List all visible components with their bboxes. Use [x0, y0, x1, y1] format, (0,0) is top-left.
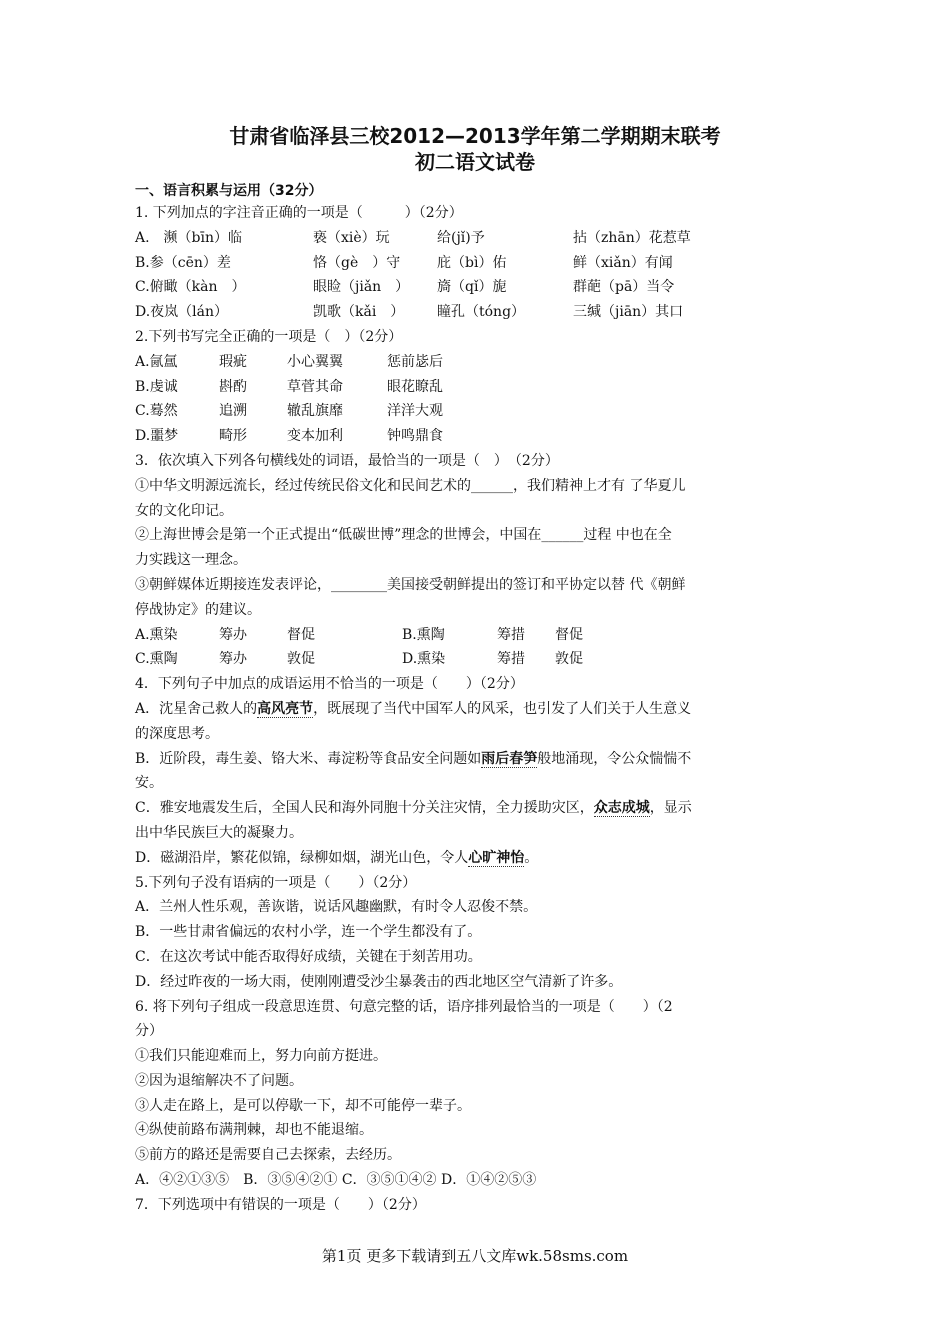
q2-option-b: B.虔诚 斟酌 草菅其命 眼花瞭乱 — [135, 378, 443, 395]
q6-options: A．④②①③⑤ B．③⑤④②① C．③⑤①④② D．①④②⑤③ — [135, 1172, 537, 1189]
q3-options-cd: C.熏陶 筹办 敦促 D.熏染 筹措 敦促 — [135, 651, 583, 668]
q3-sentence-2-cont: 力实践这一理念。 — [135, 552, 247, 569]
question-4-stem: 4．下列句子中加点的成语运用不恰当的一项是（ ）（2分） — [135, 676, 524, 693]
q1-option-c: C.俯瞰（kàn ） 眼睑（jiǎn ） 旖（qǐ）旎 群葩（pā）当令 — [135, 279, 675, 296]
emphasized-idiom: 众志成城 — [593, 800, 650, 817]
q5-option-d: D．经过昨夜的一场大雨，使刚刚遭受沙尘暴袭击的西北地区空气清新了许多。 — [135, 973, 623, 990]
q1-option-a: A. 濒（bīn）临 亵（xiè）玩 给(jǐ)予 拈（zhān）花惹草 — [135, 229, 691, 246]
title-line-1: 甘肃省临泽县三校2012—2013学年第二学期期末联考 — [229, 124, 721, 148]
q1-option-b: B.参（cēn）差 恪（gè ）守 庇（bì）佑 鲜（xiǎn）有闻 — [135, 254, 673, 271]
q5-option-b: B．一些甘肃省偏远的农村小学，连一个学生都没有了。 — [135, 924, 482, 941]
question-5-stem: 5.下列句子没有语病的一项是（ ）（2分） — [135, 874, 417, 891]
q4-option-a-cont: 的深度思考。 — [135, 725, 219, 742]
q6-sentence-2: ②因为退缩解决不了问题。 — [135, 1072, 303, 1089]
q2-option-a: A.氤氲 瑕疵 小心翼翼 惩前毖后 — [135, 353, 443, 370]
section-heading: 一、语言积累与运用（32分） — [135, 183, 323, 199]
q4-option-d: D．磁湖沿岸，繁花似锦，绿柳如烟，湖光山色，令人心旷神怡。 — [135, 849, 539, 866]
question-6-stem: 6. 将下列句子组成一段意思连贯、句意完整的话，语序排列最恰当的一项是（ ）（2 — [135, 998, 673, 1015]
q6-sentence-5: ⑤前方的路还是需要自己去探索，去经历。 — [135, 1147, 401, 1164]
q6-sentence-1: ①我们只能迎难而上，努力向前方挺进。 — [135, 1048, 387, 1065]
q4-option-a: A．沈星舍己救人的高风亮节，既展现了当代中国军人的风采，也引发了人们关于人生意义 — [135, 700, 692, 717]
question-2-stem: 2.下列书写完全正确的一项是（ ）（2分） — [135, 328, 403, 345]
question-3-stem: 3．依次填入下列各句横线处的词语，最恰当的一项是（ ） （2分） — [135, 452, 559, 469]
q3-sentence-3: ③朝鲜媒体近期接连发表评论，________美国接受朝鲜提出的签订和平协定以替 代《朝鲜 — [135, 576, 686, 593]
page-footer: 第1页 更多下载请到五八文库wk.58sms.com — [321, 1247, 629, 1265]
q4-option-b: B．近阶段，毒生姜、铬大米、毒淀粉等食品安全问题如雨后春笋般地涌现，令公众惴惴不 — [135, 750, 692, 767]
q5-option-c: C．在这次考试中能否取得好成绩，关键在于刻苦用功。 — [135, 948, 482, 965]
emphasized-idiom: 雨后春笋 — [481, 750, 538, 767]
question-7-stem: 7．下列选项中有错误的一项是（ ）（2分） — [135, 1196, 426, 1213]
q6-sentence-3: ③人走在路上，是可以停歇一下，却不可能停一辈子。 — [135, 1097, 471, 1114]
q1-option-d: D.夜岚（lán） 凯歌（kǎi ） 瞳孔（tóng） 三缄（jiān）其口 — [135, 304, 684, 321]
question-6-stem-cont: 分） — [135, 1023, 163, 1040]
q3-options-ab: A.熏染 筹办 督促 B.熏陶 筹措 督促 — [135, 626, 583, 643]
q2-option-d: D.噩梦 畸形 变本加利 钟鸣鼎食 — [135, 428, 443, 445]
q3-sentence-1-cont: 女的文化印记。 — [135, 502, 233, 519]
q3-sentence-1: ①中华文明源远流长，经过传统民俗文化和民间艺术的______，我们精神上才有 了华夏儿 — [135, 477, 686, 494]
q4-option-b-cont: 安。 — [135, 775, 163, 792]
exam-content — [135, 201, 815, 1218]
q2-option-c: C.蓦然 追溯 辙乱旗靡 洋洋大观 — [135, 403, 443, 420]
emphasized-idiom: 心旷神怡 — [468, 849, 525, 866]
emphasized-idiom: 高风亮节 — [257, 700, 314, 717]
q3-sentence-2: ②上海世博会是第一个正式提出“低碳世博”理念的世博会，中国在______过程 中也在全 — [135, 527, 672, 544]
q6-sentence-4: ④纵使前路布满荆棘，却也不能退缩。 — [135, 1122, 373, 1139]
q4-option-c-cont: 出中华民族巨大的凝聚力。 — [135, 824, 303, 841]
q4-option-c: C．雅安地震发生后，全国人民和海外同胞十分关注灾情，全力援助灾区，众志成城，显示 — [135, 800, 692, 817]
q5-option-a: A．兰州人性乐观，善诙谐，说话风趣幽默，有时令人忍俊不禁。 — [135, 899, 538, 916]
title-line-2: 初二语文试卷 — [415, 150, 535, 174]
q3-sentence-3-cont: 停战协定》的建议。 — [135, 601, 261, 618]
question-1-stem: 1. 下列加点的字注音正确的一项是（ ）（2分） — [135, 205, 463, 221]
